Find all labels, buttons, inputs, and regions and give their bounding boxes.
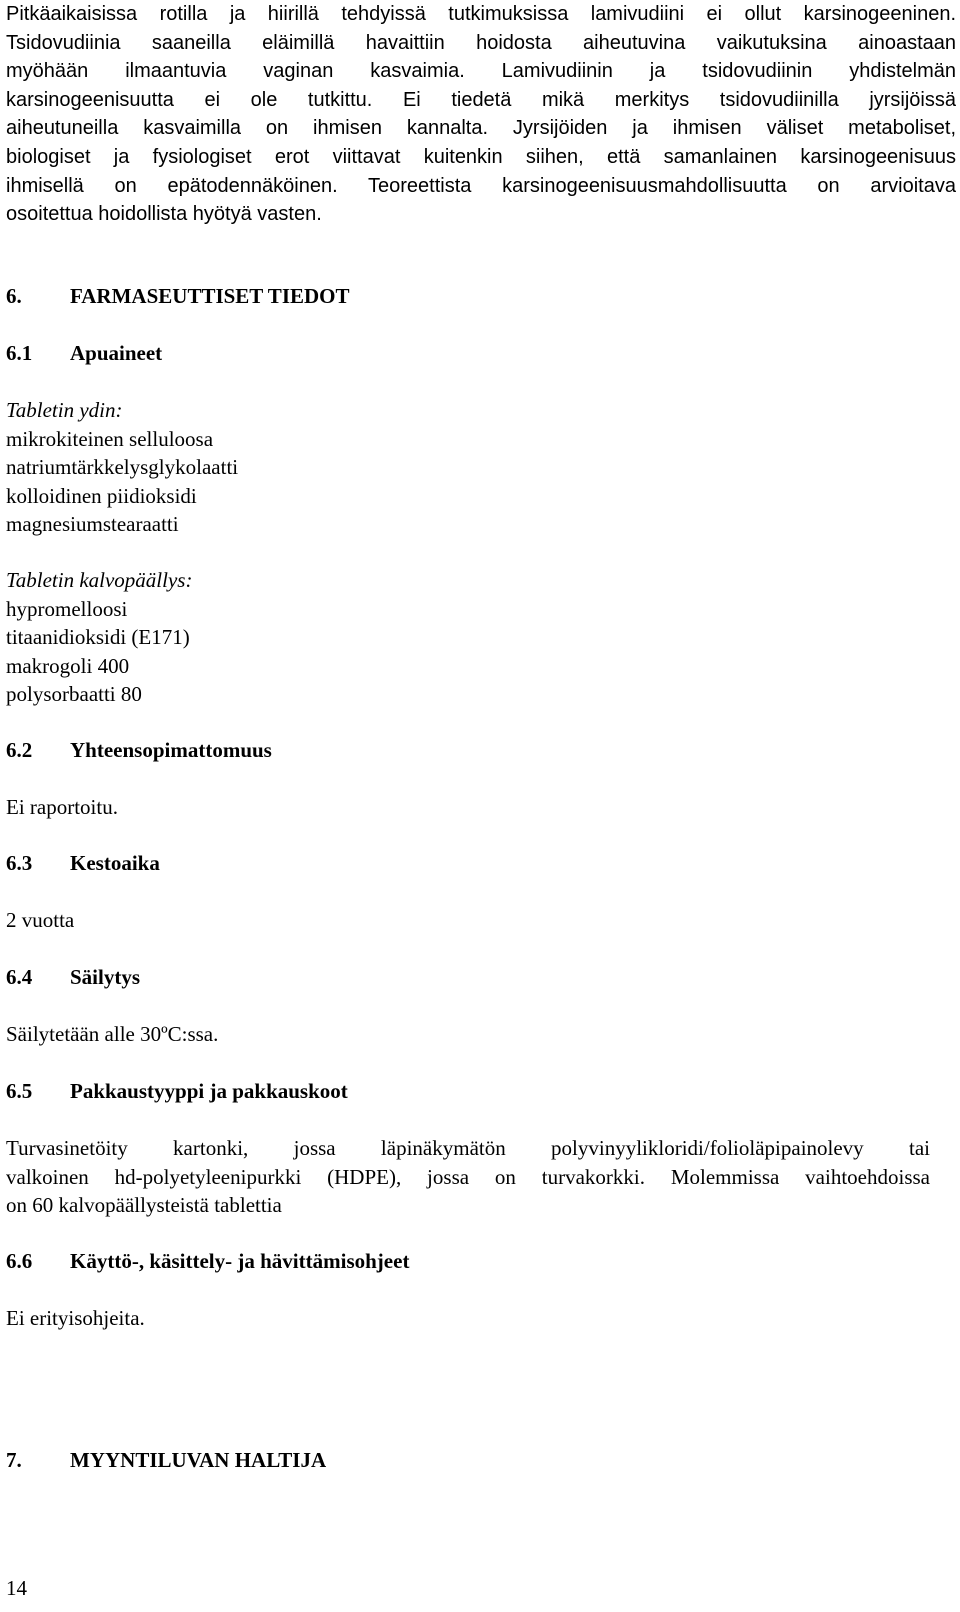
section-6-heading xyxy=(6,282,350,311)
section-6-5-paragraph xyxy=(6,1134,930,1220)
core-label: Tabletin ydin: xyxy=(6,398,123,422)
section-6-4-text: Säilytetään alle 30ºC:ssa. xyxy=(6,1022,219,1046)
section-7-heading xyxy=(6,1446,326,1475)
section-number: 6.1 xyxy=(6,341,33,365)
section-6-6-heading xyxy=(6,1247,409,1276)
intro-line: Pitkäaikaisissa rotilla ja hiirillä tehdyissä tutkimuksissa lamivudiini ei ollut karsinogeeninen. xyxy=(6,3,956,25)
section-number: 6.3 xyxy=(6,851,33,875)
section-number: 6.2 xyxy=(6,738,33,762)
section-6-1-heading xyxy=(6,339,162,368)
section-title: Säilytys xyxy=(70,965,141,989)
section-title: Käyttö-, käsittely- ja hävittämisohjeet xyxy=(70,1249,410,1273)
ingredient-item: natriumtärkkelysglykolaatti xyxy=(6,455,239,480)
ingredient-item: hypromelloosi xyxy=(6,596,128,621)
section-6-4-heading xyxy=(6,963,140,992)
section-number: 6.6 xyxy=(6,1249,33,1273)
ingredient-item: kolloidinen piidioksidi xyxy=(6,483,197,508)
ingredient-item: makrogoli 400 xyxy=(6,653,130,678)
section-number: 7. xyxy=(6,1448,22,1472)
intro-line: ihmisellä on epätodennäköinen. Teoreettista karsinogeenisuusmahdollisuutta on arvioitava xyxy=(6,174,956,197)
intro-line: aiheutuneilla kasvaimilla on ihmisen kannalta. Jyrsijöiden ja ihmisen väliset metaboliset, xyxy=(6,117,956,140)
ingredient-item: titaanidioksidi (E171) xyxy=(6,625,190,650)
section-title: Pakkaustyyppi ja pakkauskoot xyxy=(70,1079,348,1103)
section-6-3-text: 2 vuotta xyxy=(6,908,75,932)
coating-label: Tabletin kalvopäällys: xyxy=(6,568,193,592)
intro-line: osoitettua hoidollista hyötyä vasten. xyxy=(6,203,322,226)
section-6-3-heading xyxy=(6,849,160,878)
ingredient-item: polysorbaatti 80 xyxy=(6,682,142,707)
section-6-2-heading xyxy=(6,736,272,765)
ingredient-item: magnesiumstearaatti xyxy=(6,512,179,537)
section-title: Yhteensopimattomuus xyxy=(70,738,272,762)
section-6-6-text: Ei erityisohjeita. xyxy=(6,1306,145,1330)
section-title: MYYNTILUVAN HALTIJA xyxy=(70,1448,327,1472)
section-number: 6.4 xyxy=(6,965,33,989)
page-number: 14 xyxy=(6,1576,27,1600)
section-6-2-text: Ei raportoitu. xyxy=(6,795,118,819)
paragraph-line: Turvasinetöity kartonki, jossa läpinäkymätön polyvinyylikloridi/folioläpipainolevy tai xyxy=(6,1136,930,1160)
intro-line: Tsidovudiinia saaneilla eläimillä havaittiin hoidosta aiheutuvina vaikutuksina ainoastaan xyxy=(6,31,956,54)
coating-ingredients xyxy=(6,566,192,709)
intro-paragraph xyxy=(6,0,956,229)
ingredient-item: mikrokiteinen selluloosa xyxy=(6,426,214,451)
paragraph-line: on 60 kalvopäällysteistä tablettia xyxy=(6,1193,282,1218)
section-title: FARMASEUTTISET TIEDOT xyxy=(70,284,350,308)
section-title: Apuaineet xyxy=(70,341,163,365)
intro-line: karsinogeenisuutta ei ole tutkittu. Ei tiedetä mikä merkitys tsidovudiinilla jyrsijöissä xyxy=(6,88,956,111)
section-number: 6. xyxy=(6,284,22,308)
section-title: Kestoaika xyxy=(70,851,160,875)
intro-line: myöhään ilmaantuvia vaginan kasvaimia. Lamivudiinin ja tsidovudiinin yhdistelmän xyxy=(6,60,956,83)
section-6-5-heading xyxy=(6,1077,348,1106)
paragraph-line: valkoinen hd-polyetyleenipurkki (HDPE), jossa on turvakorkki. Molemmissa vaihtoehdoissa xyxy=(6,1164,930,1189)
intro-line: biologiset ja fysiologiset erot viittavat kuitenkin siihen, että samanlainen karsinogeenisuus xyxy=(6,145,956,168)
section-number: 6.5 xyxy=(6,1079,33,1103)
core-ingredients xyxy=(6,396,238,539)
